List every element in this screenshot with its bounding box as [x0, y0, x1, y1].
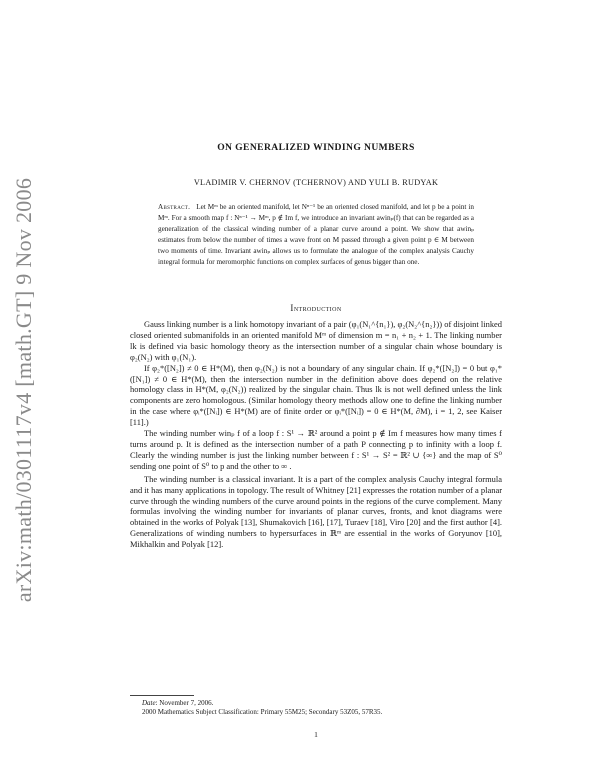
- paragraph-3: The winding number winₚ f of a loop f : S¹ → ℝ² around a point p ∉ Im f measures how many times f turns around p. It is defined as the intersection number of a path P connecting p to infinity with a loop f. Clearly the winding number is just the linking number between f : S¹ → S² = ℝ² ∪ {∞} and the map of S⁰ sending one point of S⁰ to p and the other to ∞ .: [130, 428, 502, 471]
- paper-title: ON GENERALIZED WINDING NUMBERS: [217, 142, 415, 153]
- paragraph-2: If φ₂*([N₂]) ≠ 0 ∈ H*(M), then φ₂(N₂) is not a boundary of any singular chain. If φ₂*([N₂]) = 0 but φ₁*([N₁]) ≠ 0 ∈ H*(M), then the intersection number in the definition above does depend on the relative homology class in H*(M, φ₂(N₂)) realized by the singular chain. Thus lk is not well defined unless the link components are zero homologous. (Similar homology theory methods allow one to define the linking number in the case where φᵢ*([Nᵢ]) ∈ H*(M) are of finite order or φᵢ*([Nᵢ]) = 0 ∈ H*(M, ∂M), i = 1, 2, see Kaiser [11].): [130, 362, 502, 428]
- paragraph-1: Gauss linking number is a link homotopy invariant of a pair (φ₁(N₁^{n₁}), φ₂(N₂^{n₂})) of disjoint linked closed oriented submanifolds in an oriented manifold Mᵐ of dimension m = n₁ + n₂ + 1. The linking number lk is defined via basic homology theory as the intersection number of a singular chain whose boundary is φ₂(N₂) with φ₁(N₁).: [130, 319, 502, 362]
- arxiv-identifier-text: arXiv:math/0301117v4 [math.GT] 9 Nov 2006: [11, 177, 36, 603]
- abstract: [158, 202, 474, 267]
- abstract-label: Abstract.: [158, 203, 191, 211]
- paper-authors: VLADIMIR V. CHERNOV (TCHERNOV) AND YULI B. RUDYAK: [193, 178, 439, 187]
- section-title-introduction: Introduction: [290, 303, 342, 313]
- footnote-date-value: : November 7, 2006.: [155, 699, 214, 707]
- introduction-body: [130, 319, 502, 550]
- footnote-date-label: Date: [142, 699, 156, 707]
- arxiv-identifier-stamp: [6, 130, 42, 650]
- footnote-rule: [130, 695, 194, 696]
- footnote-date: [130, 699, 502, 708]
- footnotes: [130, 695, 502, 717]
- abstract-text: Let Mᵐ be an oriented manifold, let Nⁿ⁻¹ be an oriented closed manifold, and let p be a point in Mᵐ. For a smooth map f : Nⁿ⁻¹ → Mᵐ, p ∉ Im f, we introduce an invariant awinₚ(f) that can be regarded as a generalization of the classical winding number of a planar curve around a point. We show that awinₚ estimates from below the number of times a wave front on M passed through a given point p ∈ M between two moments of time. Invariant awinₚ allows us to formulate the analogue of the complex analysis Cauchy integral formula for meromorphic functions on complex surfaces of genus bigger than one.: [158, 203, 475, 266]
- footnote-msc: 2000 Mathematics Subject Classification: Primary 55M25; Secondary 53Z05, 57R35.: [142, 708, 383, 717]
- paragraph-4: The winding number is a classical invariant. It is a part of the complex analysis Cauchy integral formula and it has many applications in topology. The result of Whitney [21] expresses the rotation number of a planar curve through the winding numbers of the curve around points in the regions of the curve complement. Many formulas involving the winding number for invariants of planar curves, fronts, and knot diagrams were obtained in the works of Polyak [13], Shumakovich [16], [17], Turaev [18], Viro [20] and the first author [4]. Generalizations of winding numbers to hypersurfaces in ℝᵐ are essential in the works of Goryunov [10], Mikhalkin and Polyak [12].: [130, 473, 502, 550]
- page-number: 1: [314, 730, 318, 739]
